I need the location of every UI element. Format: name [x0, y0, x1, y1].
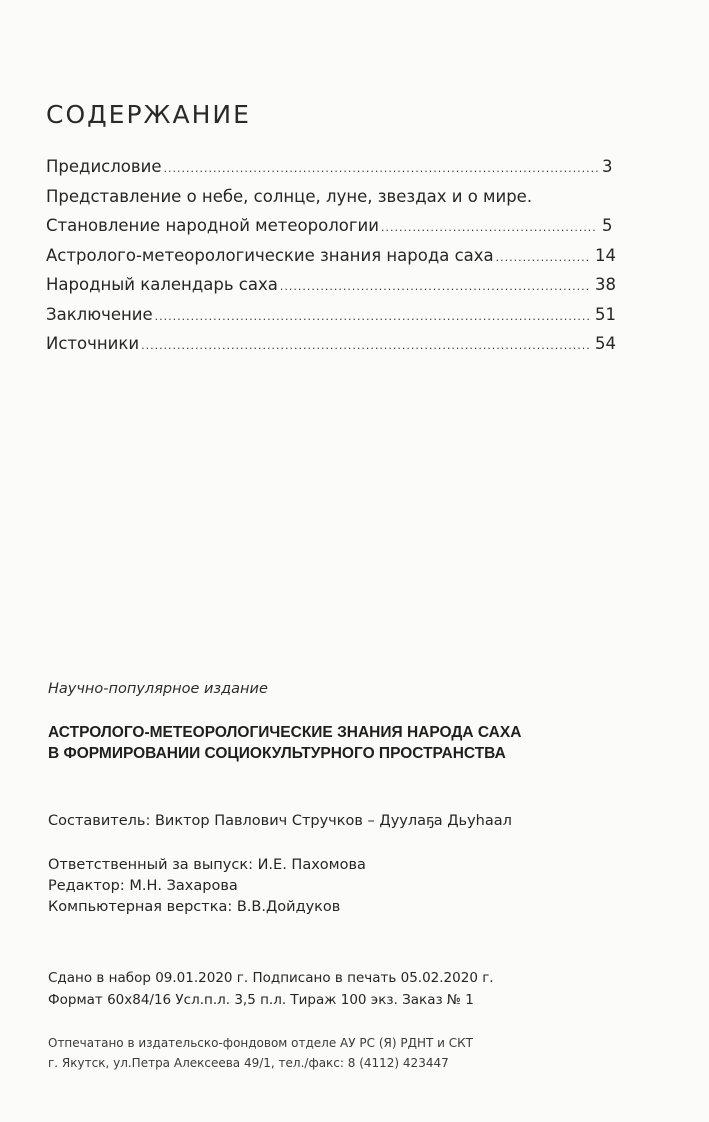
toc-dot-leader [163, 162, 598, 175]
toc-entry-label: Представление о небе, солнце, луне, звездах и о мире. [46, 186, 533, 206]
publisher-info [48, 1033, 668, 1073]
editor-credit: Редактор: М.Н. Захарова [48, 878, 238, 894]
toc-entry [46, 275, 616, 305]
book-title-line: В ФОРМИРОВАНИИ СОЦИОКУЛЬТУРНОГО ПРОСТРАНСТВА [48, 745, 506, 762]
toc-entry-page: 51 [595, 304, 616, 324]
toc-entry [46, 334, 616, 364]
toc-entry-page: 3 [602, 157, 613, 176]
toc-dot-leader [155, 310, 591, 323]
toc-entry-page: 14 [595, 245, 616, 265]
toc-entry-page: 54 [595, 334, 616, 353]
toc-entry [46, 216, 616, 246]
print-format: Формат 60х84/16 Усл.п.л. 3,5 п.л. Тираж 100 экз. Заказ № 1 [48, 992, 474, 1008]
toc-dot-leader [141, 339, 591, 352]
toc-entry-page: 38 [595, 275, 616, 294]
publisher-address: г. Якутск, ул.Петра Алексеева 49/1, тел./факс: 8 (4112) 423447 [48, 1056, 449, 1070]
toc-dot-leader [280, 280, 591, 293]
toc-entry [46, 246, 616, 276]
book-title [48, 722, 668, 764]
layout-credit: Компьютерная верстка: В.В.Дойдуков [48, 899, 341, 915]
compiler-credit: Составитель: Виктор Павлович Стручков – Дуулаҕа Дьуһаал [48, 813, 512, 829]
responsible-credit: Ответственный за выпуск: И.Е. Пахомова [48, 857, 366, 873]
toc-entry [46, 305, 616, 335]
print-details [48, 967, 668, 1011]
book-title-line: АСТРОЛОГО-МЕТЕОРОЛОГИЧЕСКИЕ ЗНАНИЯ НАРОДА САХА [48, 724, 522, 741]
toc-entry-label: Заключение [46, 304, 153, 324]
toc-entry-page: 5 [602, 216, 613, 235]
edition-type: Научно-популярное издание [48, 681, 268, 697]
table-of-contents [46, 157, 616, 364]
print-dates: Сдано в набор 09.01.2020 г. Подписано в печать 05.02.2020 г. [48, 970, 494, 986]
toc-entry-label: Предисловие [46, 157, 162, 176]
toc-dot-leader [496, 251, 591, 264]
publisher-name: Отпечатано в издательско-фондовом отделе АУ РС (Я) РДНТ и СКТ [48, 1036, 473, 1050]
toc-entry-label: Народный календарь саха [46, 275, 278, 294]
staff-credits [48, 855, 668, 918]
toc-entry [46, 187, 616, 217]
toc-entry-label: Становление народной метеорологии [46, 216, 379, 235]
toc-dot-leader [381, 221, 598, 234]
toc-heading: СОДЕРЖАНИЕ [46, 100, 251, 129]
toc-entry-label: Астролого-метеорологические знания народа саха [46, 245, 494, 265]
toc-entry-label: Источники [46, 334, 140, 353]
toc-entry [46, 157, 616, 187]
